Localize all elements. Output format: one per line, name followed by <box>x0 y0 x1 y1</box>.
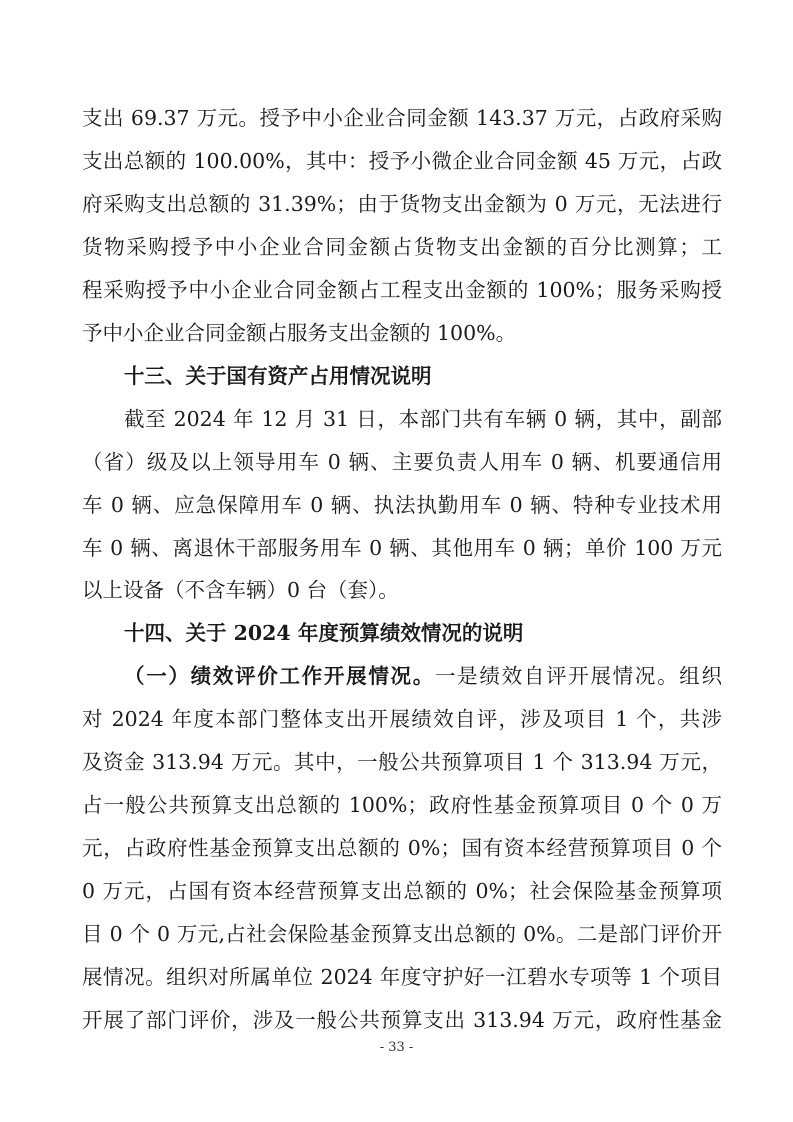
text-line: 予中小企业合同金额占服务支出金额的 100%。 <box>82 321 517 345</box>
section-heading: 十三、关于国有资产占用情况说明 <box>124 364 432 388</box>
text-line: 展情况。组织对所属单位 2024 年度守护好一江碧水专项等 1 个项目 <box>82 965 722 989</box>
subsection-heading: （一）绩效评价工作开展情况。 <box>124 664 435 688</box>
text-line: 元，占政府性基金预算支出总额的 0%；国有资本经营预算项目 0 个 <box>82 836 722 860</box>
text-line: 货物采购授予中小企业合同金额占货物支出金额的百分比测算；工 <box>82 235 722 259</box>
text-line: （省）级及以上领导用车 0 辆、主要负责人用车 0 辆、机要通信用 <box>82 450 722 474</box>
text-line <box>124 656 722 696</box>
text-line: 及资金 313.94 万元。其中，一般公共预算项目 1 个 313.94 万元， <box>82 750 722 774</box>
text-line: 开展了部门评价，涉及一般公共预算支出 313.94 万元，政府性基金 <box>82 1008 722 1032</box>
text-line: 程采购授予中小企业合同金额占工程支出金额的 100%；服务采购授 <box>82 278 722 302</box>
text-line: 支出 69.37 万元。授予中小企业合同金额 143.37 万元，占政府采购 <box>82 106 722 130</box>
section-heading: 十四、关于 2024 年度预算绩效情况的说明 <box>124 621 524 645</box>
text-line: 支出总额的 100.00%，其中：授予小微企业合同金额 45 万元，占政 <box>82 149 722 173</box>
text-span: 一是绩效自评开展情况。组织 <box>434 664 722 688</box>
text-line: 车 0 辆、离退休干部服务用车 0 辆、其他用车 0 辆；单价 100 万元 <box>82 536 722 560</box>
text-line: 车 0 辆、应急保障用车 0 辆、执法执勤用车 0 辆、特种专业技术用 <box>82 493 722 517</box>
text-line: 0 万元，占国有资本经营预算支出总额的 0%；社会保险基金预算项 <box>82 879 722 903</box>
text-line: 府采购支出总额的 31.39%；由于货物支出金额为 0 万元，无法进行 <box>82 192 722 216</box>
text-line: 截至 2024 年 12 月 31 日，本部门共有车辆 0 辆，其中，副部 <box>124 407 722 431</box>
text-line: 对 2024 年度本部门整体支出开展绩效自评，涉及项目 1 个，共涉 <box>82 707 722 731</box>
text-line: 占一般公共预算支出总额的 100%；政府性基金预算项目 0 个 0 万 <box>82 793 722 817</box>
text-line: 目 0 个 0 万元,占社会保险基金预算支出总额的 0%。二是部门评价开 <box>82 922 722 946</box>
text-line: 以上设备（不含车辆）0 台（套）。 <box>82 578 399 602</box>
page-number: - 33 - <box>379 1040 414 1055</box>
